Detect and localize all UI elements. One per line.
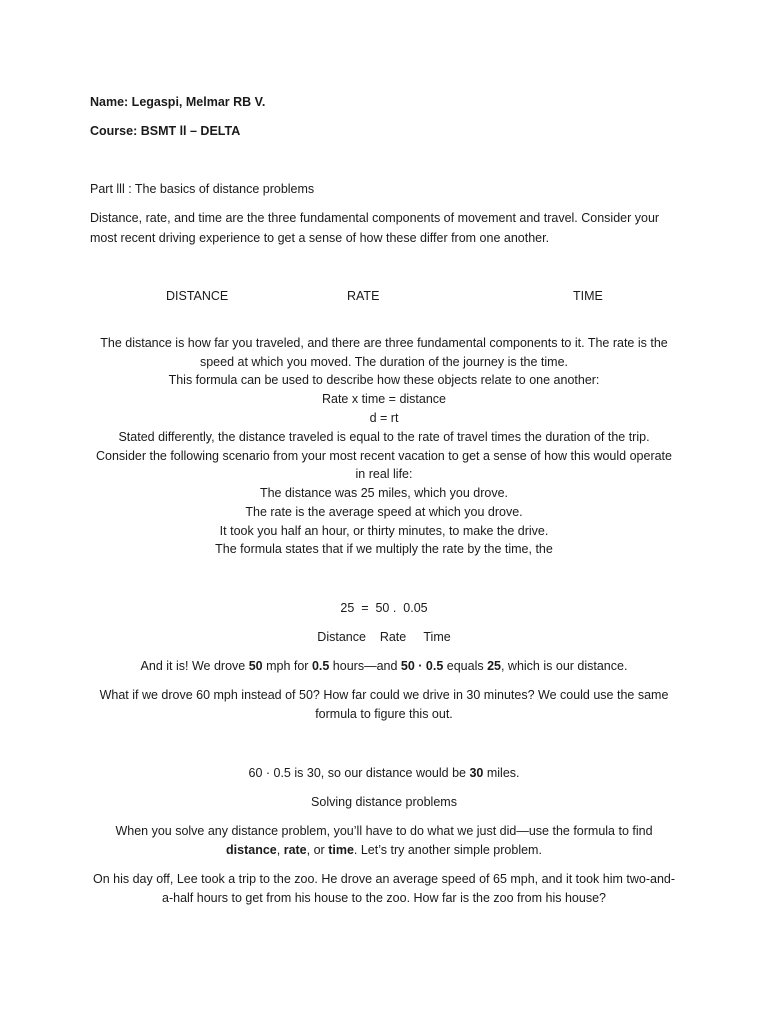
explanation-line: This formula can be used to describe how these objects relate to one another: [168, 373, 600, 387]
problem-line-2: a-half hours to get from his house to the zoo. How far is the zoo from his house? [162, 891, 606, 905]
solving-bold: rate [283, 843, 307, 857]
result-bold: 0.5 [311, 659, 330, 673]
intro-line-2: most recent driving experience to get a sense of how these differ from one another. [90, 231, 550, 245]
solving-text: , or [306, 843, 329, 857]
result-bold: 50 · 0.5 [400, 659, 444, 673]
result-bold: 25 [487, 659, 501, 673]
answer-text: miles. [483, 766, 520, 780]
question-line-1: What if we drove 60 mph instead of 50? How far could we drive in 30 minutes? We could use the same [99, 688, 669, 702]
course-line: Course: BSMT ll – DELTA [90, 124, 241, 138]
explanation-line: The distance is how far you traveled, and there are three fundamental components to it. The rate is the [100, 336, 668, 350]
result-bold: 50 [248, 659, 263, 673]
explanation-line: The rate is the average speed at which you drove. [245, 505, 523, 519]
solving-line-1: When you solve any distance problem, you’ll have to do what we just did—use the formula to find [115, 824, 653, 838]
explanation-line: It took you half an hour, or thirty minutes, to make the drive. [219, 524, 549, 538]
part-title: Part lll : The basics of distance problems [90, 182, 315, 196]
explanation-line: speed at which you moved. The duration of the journey is the time. [199, 355, 569, 369]
column-distance: DISTANCE [166, 289, 229, 303]
result-text: hours—and [329, 659, 401, 673]
answer-line [0, 765, 768, 781]
student-name: Name: Legaspi, Melmar RB V. [90, 95, 266, 109]
result-line [0, 658, 768, 674]
explanation-line: in real life: [355, 467, 413, 481]
problem-line-1: On his day off, Lee took a trip to the zoo. He drove an average speed of 65 mph, and it took him two-and- [92, 872, 676, 886]
answer-text: 60 · 0.5 is 30, so our distance would be [248, 766, 470, 780]
answer-bold: 30 [469, 766, 484, 780]
column-rate: RATE [347, 289, 380, 303]
explanation-line: Stated differently, the distance traveled is equal to the rate of travel times the duration of the trip. [118, 430, 650, 444]
question-line-2: formula to figure this out. [315, 707, 453, 721]
explanation-line: The distance was 25 miles, which you drove. [259, 486, 509, 500]
section-heading: Solving distance problems [311, 795, 457, 809]
explanation-line: d = rt [369, 411, 399, 425]
explanation-line: Consider the following scenario from your most recent vacation to get a sense of how this would operate [95, 449, 672, 463]
result-text: And it is! We drove [140, 659, 249, 673]
solving-line-2 [0, 842, 768, 858]
solving-text: , [276, 843, 284, 857]
explanation-line: Rate x time = distance [321, 392, 447, 406]
solving-bold: time [328, 843, 354, 857]
intro-line-1: Distance, rate, and time are the three fundamental components of movement and travel. Consider your [90, 211, 660, 225]
result-text: mph for [262, 659, 312, 673]
column-time: TIME [573, 289, 603, 303]
equation-labels: Distance Rate Time [317, 630, 451, 644]
solving-text: . Let’s try another simple problem. [353, 843, 542, 857]
explanation-line: The formula states that if we multiply the rate by the time, the [215, 542, 553, 556]
equation: 25 = 50 . 0.05 [340, 601, 428, 615]
solving-bold: distance [226, 843, 277, 857]
result-text: , which is our distance. [500, 659, 628, 673]
result-text: equals [443, 659, 488, 673]
